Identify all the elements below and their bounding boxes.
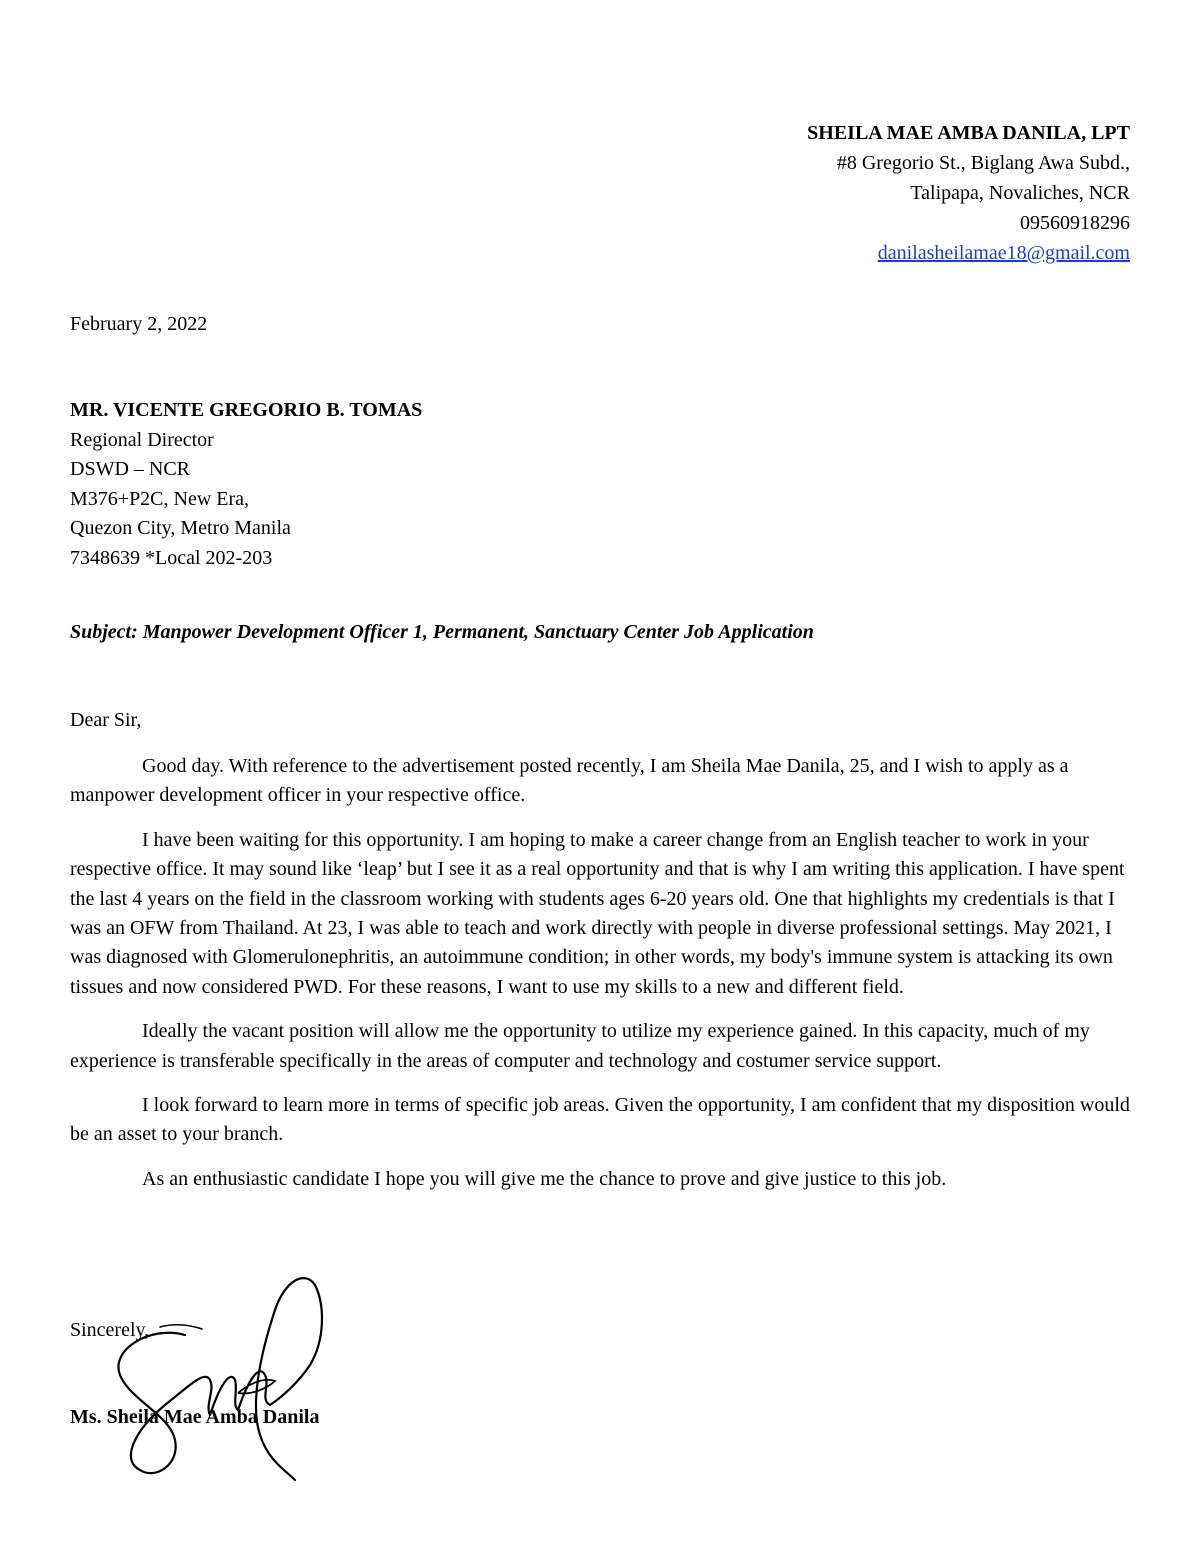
signer-name: Ms. Sheila Mae Amba Danila — [70, 1406, 320, 1428]
body-paragraph: I look forward to learn more in terms of specific job areas. Given the opportunity, I am confident that my disposition would be an asset to your branch. — [70, 1094, 1130, 1146]
body-paragraph: I have been waiting for this opportunity. I am hoping to make a career change from an English teacher to work in your respective office. It may sound like ‘leap’ but I see it as a real opportunity and that is why I am writing this application. I have spent the last 4 years on the field in the classroom working with students ages 6-20 years old. One that highlights my credentials is that I was an OFW from Thailand. At 23, I was able to teach and work directly with people in diverse professional settings. May 2021, I was diagnosed with Glomerulonephritis, an autoimmune condition; in other words, my body's immune system is attacking its own tissues and now considered PWD. For these reasons, I want to use my skills to a new and different field. — [70, 828, 1125, 998]
body-paragraph: As an enthusiastic candidate I hope you will give me the chance to prove and give justice to this job. — [142, 1167, 947, 1190]
sender-address-line1: #8 Gregorio St., Biglang Awa Subd., — [836, 152, 1130, 174]
recipient-phone: 7348639 *Local 202-203 — [70, 546, 273, 569]
sender-name: SHEILA MAE AMBA DANILA, LPT — [807, 122, 1130, 144]
recipient-address-line2: Quezon City, Metro Manila — [70, 517, 291, 539]
recipient-office: DSWD – NCR — [70, 458, 191, 480]
closing: Sincerely, — [70, 1319, 150, 1341]
body-paragraph: Ideally the vacant position will allow me the opportunity to utilize my experience gained. In this capacity, much of my experience is transferable specifically in the areas of computer and technology and costumer service support. — [70, 1020, 1090, 1072]
letter-body — [70, 752, 1132, 1209]
recipient-address-line1: M376+P2C, New Era, — [70, 487, 250, 510]
salutation: Dear Sir, — [70, 709, 142, 731]
sender-email-link[interactable]: danilasheilamae18@gmail.com — [877, 242, 1130, 264]
sender-address-line2: Talipapa, Novaliches, NCR — [910, 182, 1130, 204]
recipient-block — [70, 396, 422, 573]
recipient-name: MR. VICENTE GREGORIO B. TOMAS — [70, 399, 423, 421]
sender-block — [807, 118, 1130, 268]
body-paragraph: Good day. With reference to the advertisement posted recently, I am Sheila Mae Danila, 25, and I wish to apply as a manpower development officer in your respective office. — [70, 755, 1069, 807]
sender-phone: 09560918296 — [1020, 212, 1130, 234]
handwritten-signature — [110, 1265, 370, 1490]
subject-line: Subject: Manpower Development Officer 1, Permanent, Sanctuary Center Job Application — [70, 621, 814, 643]
letter-date: February 2, 2022 — [70, 313, 208, 335]
recipient-title: Regional Director — [70, 428, 214, 451]
